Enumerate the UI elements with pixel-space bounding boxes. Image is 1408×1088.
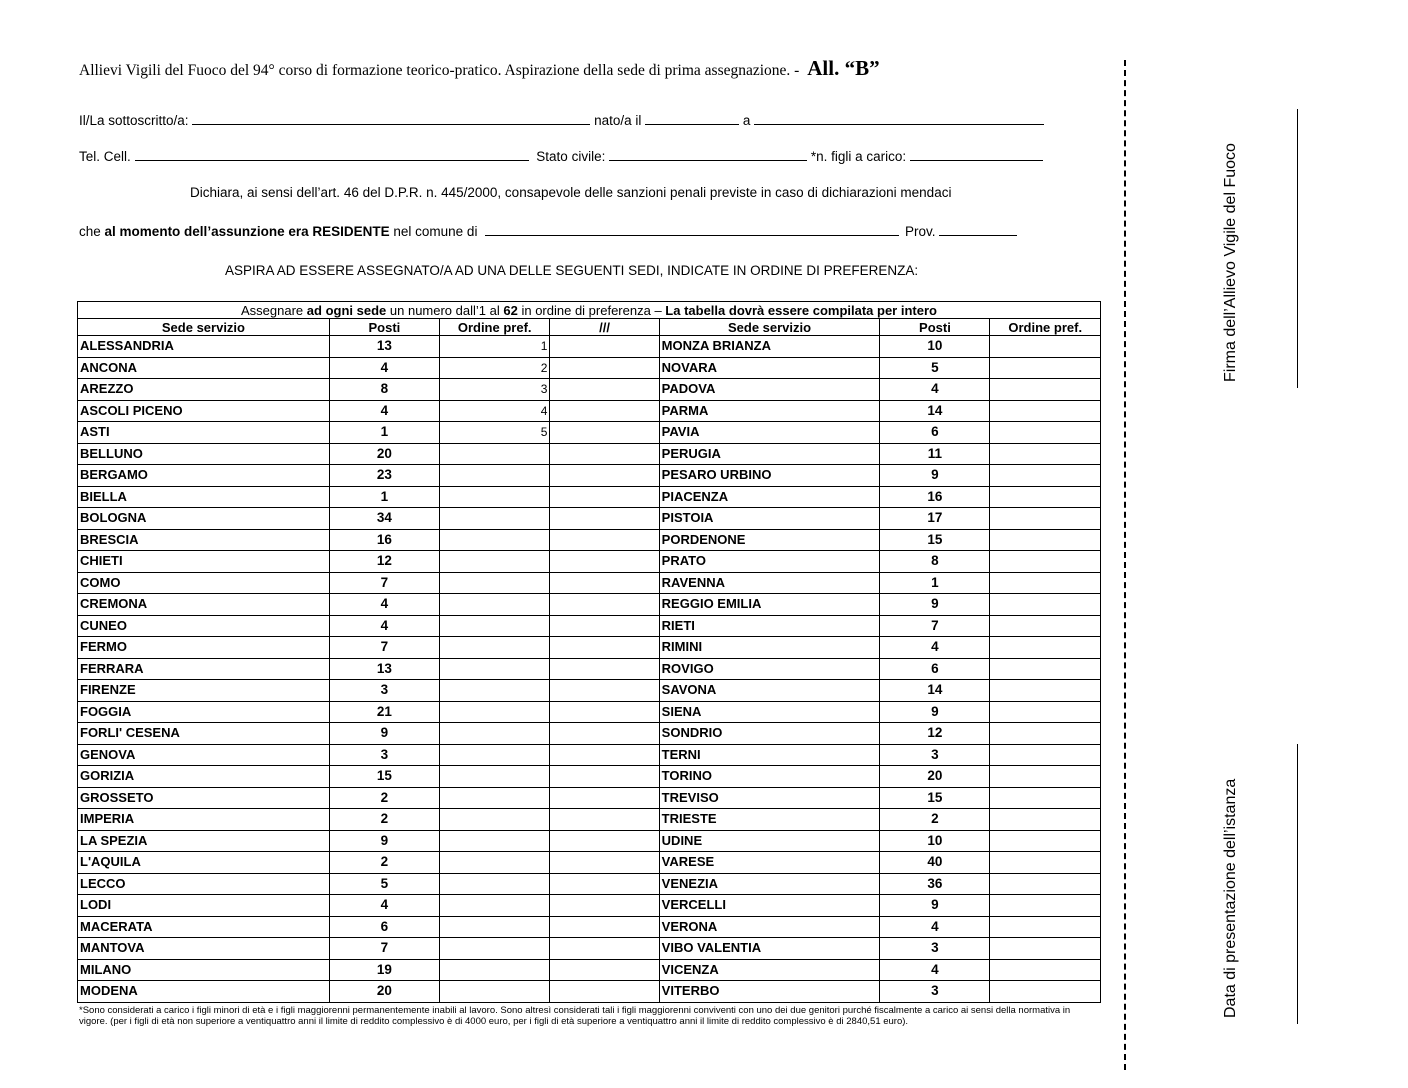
table-row <box>78 701 1101 723</box>
posti-cell: 23 <box>329 465 439 487</box>
posti-cell: 13 <box>329 658 439 680</box>
posti-cell: 6 <box>880 422 990 444</box>
header-ordine-left: Ordine pref. <box>439 319 549 336</box>
table-row <box>78 852 1101 874</box>
ordine-cell[interactable] <box>439 766 549 788</box>
posti-cell: 17 <box>880 508 990 530</box>
ordine-cell[interactable] <box>990 658 1101 680</box>
table-row <box>78 594 1101 616</box>
sede-cell: SAVONA <box>659 680 880 702</box>
posti-cell: 9 <box>329 830 439 852</box>
ordine-cell[interactable] <box>990 615 1101 637</box>
sede-cell: CUNEO <box>78 615 330 637</box>
ordine-cell[interactable] <box>990 379 1101 401</box>
posti-cell: 16 <box>880 486 990 508</box>
posti-cell: 8 <box>880 551 990 573</box>
ordine-cell[interactable] <box>439 873 549 895</box>
sede-cell: BERGAMO <box>78 465 330 487</box>
ordine-cell[interactable] <box>990 959 1101 981</box>
sede-cell: RIETI <box>659 615 880 637</box>
sede-cell: COMO <box>78 572 330 594</box>
separator-cell <box>550 701 659 723</box>
sede-cell: PADOVA <box>659 379 880 401</box>
ordine-cell[interactable] <box>439 895 549 917</box>
posti-cell: 6 <box>329 916 439 938</box>
ordine-cell[interactable] <box>990 400 1101 422</box>
sede-cell: PERUGIA <box>659 443 880 465</box>
separator-cell <box>550 594 659 616</box>
sede-cell: BELLUNO <box>78 443 330 465</box>
ordine-cell[interactable] <box>439 658 549 680</box>
sede-cell: MONZA BRIANZA <box>659 336 880 358</box>
sede-cell: VITERBO <box>659 981 880 1003</box>
posti-cell: 15 <box>880 787 990 809</box>
table-row <box>78 357 1101 379</box>
posti-cell: 2 <box>329 787 439 809</box>
sede-cell: NOVARA <box>659 357 880 379</box>
ordine-cell[interactable] <box>439 551 549 573</box>
sede-cell: RAVENNA <box>659 572 880 594</box>
ordine-cell[interactable] <box>439 615 549 637</box>
posti-cell: 7 <box>329 938 439 960</box>
table-header-row <box>78 319 1101 336</box>
ordine-cell[interactable] <box>439 572 549 594</box>
posti-cell: 34 <box>329 508 439 530</box>
header-ordine-right: Ordine pref. <box>990 319 1101 336</box>
posti-cell: 40 <box>880 852 990 874</box>
table-row <box>78 680 1101 702</box>
posti-cell: 20 <box>329 443 439 465</box>
posti-cell: 8 <box>329 379 439 401</box>
ordine-cell[interactable] <box>439 680 549 702</box>
posti-cell: 14 <box>880 400 990 422</box>
posti-cell: 5 <box>329 873 439 895</box>
posti-cell: 4 <box>329 615 439 637</box>
table-row <box>78 809 1101 831</box>
data-signature-line[interactable] <box>1297 744 1298 1024</box>
table-row <box>78 938 1101 960</box>
table-row <box>78 830 1101 852</box>
sede-cell: PESARO URBINO <box>659 465 880 487</box>
sede-cell: ALESSANDRIA <box>78 336 330 358</box>
separator-cell <box>550 959 659 981</box>
posti-cell: 4 <box>329 895 439 917</box>
ordine-cell[interactable] <box>990 551 1101 573</box>
ordine-cell[interactable] <box>990 766 1101 788</box>
posti-cell: 2 <box>880 809 990 831</box>
sede-cell: IMPERIA <box>78 809 330 831</box>
header-posti-left: Posti <box>329 319 439 336</box>
separator-cell <box>550 916 659 938</box>
ordine-cell[interactable] <box>990 723 1101 745</box>
nato-field[interactable] <box>645 110 739 125</box>
ordine-cell[interactable] <box>990 336 1101 358</box>
separator-cell <box>550 637 659 659</box>
posti-cell: 4 <box>329 400 439 422</box>
table-caption-row <box>78 302 1101 319</box>
table-row <box>78 422 1101 444</box>
ordine-cell[interactable] <box>990 572 1101 594</box>
ordine-cell[interactable]: 4 <box>439 400 549 422</box>
sede-cell: REGGIO EMILIA <box>659 594 880 616</box>
posti-cell: 13 <box>329 336 439 358</box>
sede-cell: PARMA <box>659 400 880 422</box>
posti-cell: 3 <box>329 680 439 702</box>
separator-cell <box>550 422 659 444</box>
nel-comune-label: nel comune di <box>393 224 478 239</box>
table-row <box>78 486 1101 508</box>
ordine-cell[interactable] <box>439 508 549 530</box>
sede-cell: GROSSETO <box>78 787 330 809</box>
firma-signature-line[interactable] <box>1297 109 1298 388</box>
ordine-cell[interactable]: 1 <box>439 336 549 358</box>
posti-cell: 10 <box>880 830 990 852</box>
firma-label: Firma dell’Allievo Vigile del Fuoco <box>1222 143 1239 382</box>
ordine-cell[interactable] <box>990 809 1101 831</box>
ordine-cell[interactable] <box>990 981 1101 1003</box>
separator-cell <box>550 615 659 637</box>
sede-cell: ANCONA <box>78 357 330 379</box>
posti-cell: 3 <box>329 744 439 766</box>
ordine-cell[interactable] <box>990 938 1101 960</box>
sede-cell: PIACENZA <box>659 486 880 508</box>
separator-cell <box>550 680 659 702</box>
ordine-cell[interactable] <box>990 744 1101 766</box>
comune-field[interactable] <box>485 221 899 236</box>
separator-cell <box>550 486 659 508</box>
tel-label: Tel. Cell. <box>79 149 131 164</box>
ordine-cell[interactable] <box>990 787 1101 809</box>
sede-cell: VARESE <box>659 852 880 874</box>
ordine-cell[interactable] <box>439 916 549 938</box>
table-row <box>78 443 1101 465</box>
ordine-cell[interactable] <box>990 916 1101 938</box>
posti-cell: 14 <box>880 680 990 702</box>
posti-cell: 1 <box>880 572 990 594</box>
separator-cell <box>550 443 659 465</box>
luogo-nascita-field[interactable] <box>754 110 1044 125</box>
sede-cell: SONDRIO <box>659 723 880 745</box>
prov-field[interactable] <box>939 221 1017 236</box>
posti-cell: 20 <box>329 981 439 1003</box>
table-row <box>78 766 1101 788</box>
posti-cell: 6 <box>880 658 990 680</box>
sede-cell: TRIESTE <box>659 809 880 831</box>
posti-cell: 7 <box>329 572 439 594</box>
header-posti-right: Posti <box>880 319 990 336</box>
separator-cell <box>550 465 659 487</box>
ordine-cell[interactable] <box>990 852 1101 874</box>
sede-cell: BOLOGNA <box>78 508 330 530</box>
sottoscritto-label: Il/La sottoscritto/a: <box>79 113 189 128</box>
separator-cell <box>550 787 659 809</box>
sede-cell: VERONA <box>659 916 880 938</box>
sede-cell: PAVIA <box>659 422 880 444</box>
ordine-cell[interactable] <box>439 852 549 874</box>
posti-cell: 12 <box>880 723 990 745</box>
posti-cell: 4 <box>880 637 990 659</box>
posti-cell: 15 <box>329 766 439 788</box>
sottoscritto-field[interactable] <box>192 110 590 125</box>
sede-cell: PORDENONE <box>659 529 880 551</box>
sede-cell: VICENZA <box>659 959 880 981</box>
table-row <box>78 981 1101 1003</box>
sede-cell: VERCELLI <box>659 895 880 917</box>
stato-label: Stato civile: <box>536 149 606 164</box>
ordine-cell[interactable] <box>990 486 1101 508</box>
posti-cell: 10 <box>880 336 990 358</box>
sede-cell: SIENA <box>659 701 880 723</box>
table-row <box>78 465 1101 487</box>
sede-cell: LODI <box>78 895 330 917</box>
table-row <box>78 529 1101 551</box>
caption-part-c: un numero dall’1 al <box>389 302 500 318</box>
row-residenza <box>79 221 1017 239</box>
stato-field[interactable] <box>609 146 807 161</box>
sede-cell: ROVIGO <box>659 658 880 680</box>
aspira-text: ASPIRA AD ESSERE ASSEGNATO/A AD UNA DELLE SEGUENTI SEDI, INDICATE IN ORDINE DI PREFERENZA: <box>225 263 919 278</box>
sede-cell: LECCO <box>78 873 330 895</box>
posti-cell: 7 <box>880 615 990 637</box>
posti-cell: 4 <box>880 916 990 938</box>
separator-cell <box>550 852 659 874</box>
posti-cell: 9 <box>880 895 990 917</box>
ordine-cell[interactable]: 3 <box>439 379 549 401</box>
posti-cell: 4 <box>329 357 439 379</box>
a-label: a <box>742 113 751 128</box>
ordine-cell[interactable] <box>439 701 549 723</box>
separator-cell <box>550 723 659 745</box>
prov-label: Prov. <box>904 224 936 239</box>
separator-cell <box>550 830 659 852</box>
sede-cell: BIELLA <box>78 486 330 508</box>
posti-cell: 9 <box>880 701 990 723</box>
separator-cell <box>550 357 659 379</box>
data-label: Data di presentazione dell’istanza <box>1222 778 1239 1018</box>
separator-cell <box>550 508 659 530</box>
posti-cell: 1 <box>329 486 439 508</box>
sede-cell: MILANO <box>78 959 330 981</box>
ordine-cell[interactable] <box>439 938 549 960</box>
ordine-cell[interactable] <box>990 594 1101 616</box>
tel-field[interactable] <box>135 146 529 161</box>
caption-part-d: 62 <box>503 302 518 318</box>
ordine-cell[interactable] <box>990 680 1101 702</box>
posti-cell: 36 <box>880 873 990 895</box>
row-sottoscritto <box>79 110 1044 128</box>
separator-cell <box>550 981 659 1003</box>
table-row <box>78 572 1101 594</box>
sede-cell: FORLI' CESENA <box>78 723 330 745</box>
title-text: Allievi Vigili del Fuoco del 94° corso di formazione teorico-pratico. Aspirazione della sede di prima assegnazione. - <box>79 62 800 79</box>
sede-cell: MACERATA <box>78 916 330 938</box>
ordine-cell[interactable] <box>990 529 1101 551</box>
table-row <box>78 615 1101 637</box>
caption-part-b: ad ogni sede <box>306 302 387 318</box>
figli-field[interactable] <box>910 146 1043 161</box>
sede-cell: FIRENZE <box>78 680 330 702</box>
dichiarazione-text: Dichiara, ai sensi dell’art. 46 del D.P.R. n. 445/2000, consapevole delle sanzioni penali previste in caso di dichiarazioni mendaci <box>190 185 952 200</box>
sede-cell: PISTOIA <box>659 508 880 530</box>
sede-cell: BRESCIA <box>78 529 330 551</box>
sede-cell: TERNI <box>659 744 880 766</box>
ordine-cell[interactable] <box>990 637 1101 659</box>
sede-cell: VENEZIA <box>659 873 880 895</box>
separator-cell <box>550 744 659 766</box>
sede-cell: VIBO VALENTIA <box>659 938 880 960</box>
sede-cell: AREZZO <box>78 379 330 401</box>
separator-cell <box>550 379 659 401</box>
separator-cell <box>550 766 659 788</box>
sede-cell: PRATO <box>659 551 880 573</box>
posti-cell: 5 <box>880 357 990 379</box>
posti-cell: 4 <box>329 594 439 616</box>
separator-cell <box>550 400 659 422</box>
ordine-cell[interactable] <box>990 422 1101 444</box>
ordine-cell[interactable] <box>439 486 549 508</box>
table-row <box>78 658 1101 680</box>
separator-cell <box>550 895 659 917</box>
sede-cell: ASTI <box>78 422 330 444</box>
posti-cell: 9 <box>880 465 990 487</box>
table-row <box>78 637 1101 659</box>
sede-cell: FERRARA <box>78 658 330 680</box>
table-row <box>78 400 1101 422</box>
ordine-cell[interactable] <box>439 465 549 487</box>
posti-cell: 3 <box>880 938 990 960</box>
ordine-cell[interactable] <box>439 830 549 852</box>
sede-cell: TORINO <box>659 766 880 788</box>
posti-cell: 7 <box>329 637 439 659</box>
separator-cell <box>550 572 659 594</box>
table-row <box>78 336 1101 358</box>
ordine-cell[interactable] <box>439 959 549 981</box>
posti-cell: 11 <box>880 443 990 465</box>
sede-cell: GORIZIA <box>78 766 330 788</box>
table-row <box>78 916 1101 938</box>
ordine-cell[interactable] <box>439 787 549 809</box>
ordine-cell[interactable] <box>990 701 1101 723</box>
sede-cell: RIMINI <box>659 637 880 659</box>
cut-line <box>1124 60 1126 1070</box>
posti-cell: 1 <box>329 422 439 444</box>
posti-cell: 4 <box>880 379 990 401</box>
ordine-cell[interactable] <box>990 873 1101 895</box>
sede-cell: FOGGIA <box>78 701 330 723</box>
posti-cell: 9 <box>880 594 990 616</box>
allegato-label: All. “B” <box>807 56 880 80</box>
separator-cell <box>550 551 659 573</box>
table-row <box>78 744 1101 766</box>
ordine-cell[interactable] <box>439 744 549 766</box>
table-row <box>78 379 1101 401</box>
figli-label: *n. figli a carico: <box>810 149 907 164</box>
posti-cell: 2 <box>329 852 439 874</box>
sede-cell: L'AQUILA <box>78 852 330 874</box>
separator-cell <box>550 938 659 960</box>
ordine-cell[interactable] <box>439 443 549 465</box>
sede-cell: CHIETI <box>78 551 330 573</box>
table-row <box>78 959 1101 981</box>
sede-cell: FERMO <box>78 637 330 659</box>
separator-cell <box>550 873 659 895</box>
nato-label: nato/a il <box>594 113 642 128</box>
document-title <box>79 56 880 81</box>
posti-cell: 12 <box>329 551 439 573</box>
posti-cell: 3 <box>880 744 990 766</box>
al-momento-label: al momento dell’assunzione era RESIDENTE <box>104 224 390 239</box>
caption-part-e: in ordine di preferenza – <box>521 302 662 318</box>
posti-cell: 9 <box>329 723 439 745</box>
sede-cell: MANTOVA <box>78 938 330 960</box>
sedi-table <box>77 301 1101 1003</box>
row-telefono <box>79 146 1043 164</box>
ordine-cell[interactable]: 2 <box>439 357 549 379</box>
sede-cell: UDINE <box>659 830 880 852</box>
posti-cell: 3 <box>880 981 990 1003</box>
table-row <box>78 551 1101 573</box>
posti-cell: 15 <box>880 529 990 551</box>
table-row <box>78 787 1101 809</box>
ordine-cell[interactable] <box>990 508 1101 530</box>
ordine-cell[interactable] <box>990 895 1101 917</box>
header-separator: /// <box>550 319 659 336</box>
header-sede-right: Sede servizio <box>659 319 880 336</box>
posti-cell: 21 <box>329 701 439 723</box>
ordine-cell[interactable] <box>990 830 1101 852</box>
header-sede-left: Sede servizio <box>78 319 330 336</box>
table-row <box>78 895 1101 917</box>
ordine-cell[interactable]: 5 <box>439 422 549 444</box>
posti-cell: 4 <box>880 959 990 981</box>
separator-cell <box>550 529 659 551</box>
ordine-cell[interactable] <box>439 981 549 1003</box>
separator-cell <box>550 336 659 358</box>
ordine-cell[interactable] <box>990 465 1101 487</box>
ordine-cell[interactable] <box>439 594 549 616</box>
sede-cell: MODENA <box>78 981 330 1003</box>
caption-part-f: La tabella dovrà essere compilata per intero <box>665 302 937 318</box>
sede-cell: TREVISO <box>659 787 880 809</box>
posti-cell: 2 <box>329 809 439 831</box>
ordine-cell[interactable] <box>439 809 549 831</box>
ordine-cell[interactable] <box>439 529 549 551</box>
table-caption <box>78 302 1101 319</box>
ordine-cell[interactable] <box>990 357 1101 379</box>
che-label: che <box>79 224 101 239</box>
ordine-cell[interactable] <box>990 443 1101 465</box>
table-row <box>78 873 1101 895</box>
sede-cell: LA SPEZIA <box>78 830 330 852</box>
ordine-cell[interactable] <box>439 637 549 659</box>
footnote: *Sono considerati a carico i figli minori di età e i figli maggiorenni permanentemente inabili al lavoro. Sono altresì considerati tali i figli maggiorenni conviventi con uno dei due genitori purché fiscalmente a carico ai sensi della normativa in vigore. (per i figli di età non superiore a ventiquattro anni il limite di reddito complessivo è di 4000 euro, per i figli di età superiore a ventiquattro anni il limite di reddito complessivo è di 2840,51 euro). <box>79 1005 1071 1027</box>
separator-cell <box>550 809 659 831</box>
table-row <box>78 508 1101 530</box>
posti-cell: 19 <box>329 959 439 981</box>
caption-part-a: Assegnare <box>241 302 304 318</box>
separator-cell <box>550 658 659 680</box>
posti-cell: 16 <box>329 529 439 551</box>
sede-cell: ASCOLI PICENO <box>78 400 330 422</box>
posti-cell: 20 <box>880 766 990 788</box>
sede-cell: GENOVA <box>78 744 330 766</box>
ordine-cell[interactable] <box>439 723 549 745</box>
table-row <box>78 723 1101 745</box>
sede-cell: CREMONA <box>78 594 330 616</box>
